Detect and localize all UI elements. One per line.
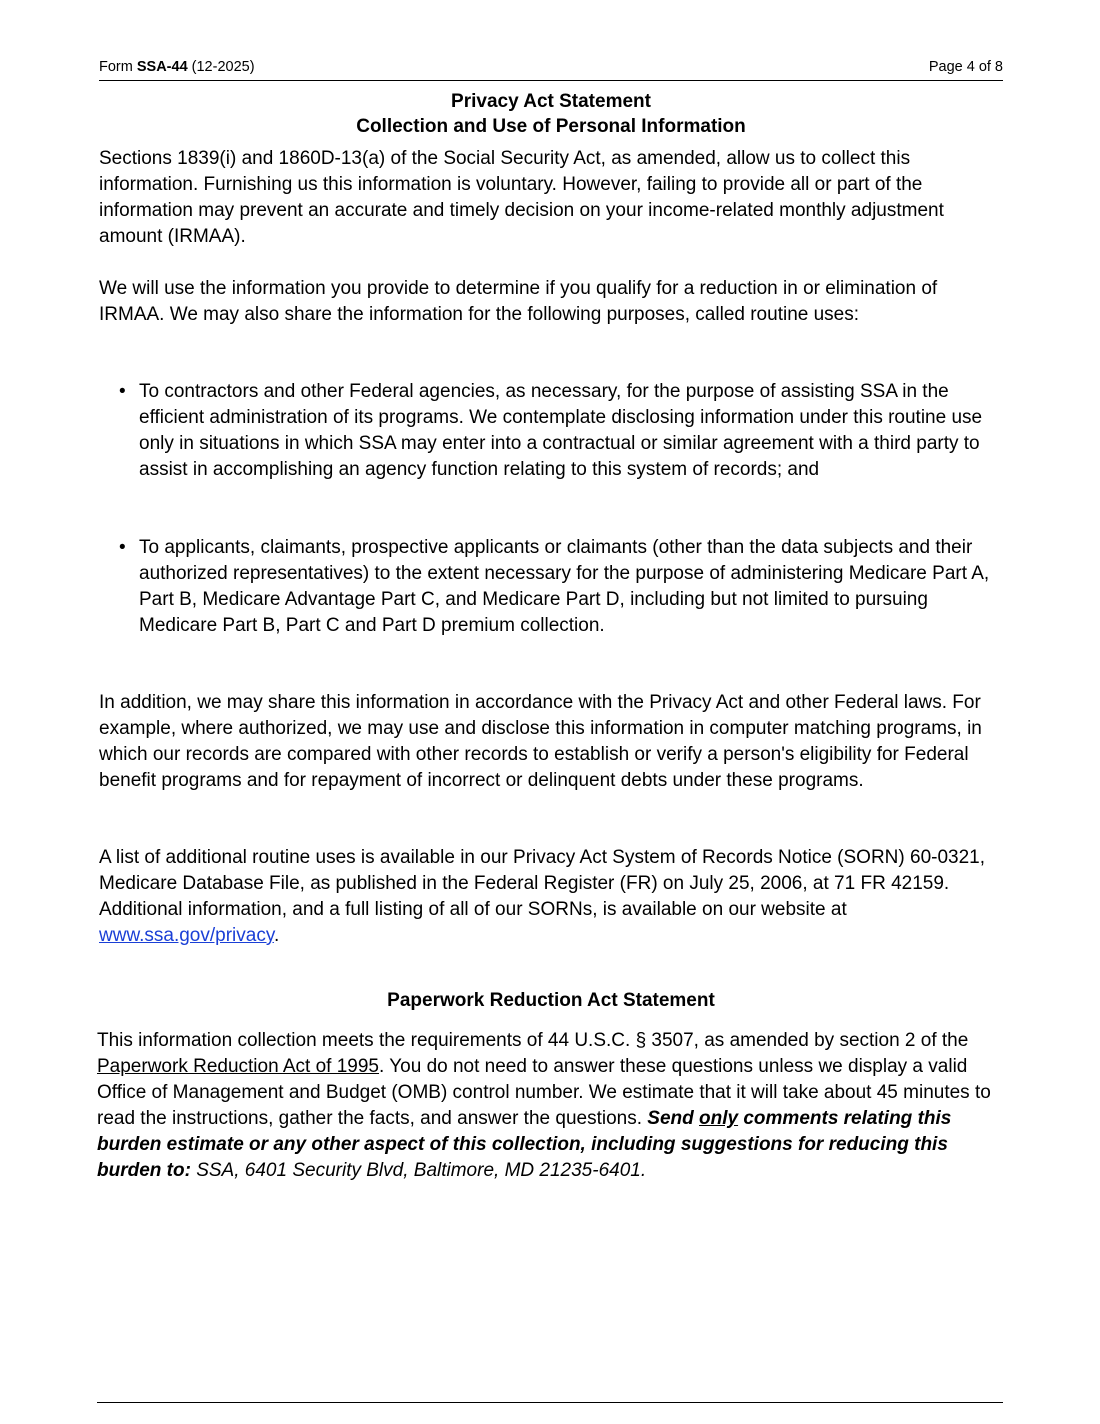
footer-divider (97, 1402, 1003, 1403)
paperwork-text-2: . You do not need to answer these questions unless we display a valid Office of Management and Budget (OMB) control number. We estimate that it will take about 45 minutes to read the instructions, gather the facts, and answer the questions. (97, 1056, 991, 1129)
mailing-address: SSA, 6401 Security Blvd, Baltimore, MD 21235-6401. (190, 1160, 647, 1181)
privacy-title: Privacy Act Statement (451, 91, 651, 112)
form-id: SSA-44 (136, 59, 188, 75)
bullet-marker: • (119, 537, 126, 558)
bullet-text: To applicants, claimants, prospective applicants or claimants (other than the data subjects and their authorized representatives) to the extent necessary for the purpose of administering Medicare Part A, Part B, Medicare Advantage Part C, and Medicare Part D, including but not limited to pursuing Medicare Part B, Part C and Part D premium collection. (139, 537, 990, 636)
page-header (99, 58, 1003, 81)
privacy-paragraph-4 (99, 845, 1003, 949)
sorn-text-end: . (273, 925, 280, 946)
privacy-subtitle: Collection and Use of Personal Information (356, 116, 746, 137)
bullet-text: To contractors and other Federal agencies, as necessary, for the purpose of assisting SSA in the efficient administration of its programs. We contemplate disclosing information under this routine use only in situations in which SSA may enter into a contractual or similar agreement with a third party to assist in accomplishing an agency function relating to this system of records; and (139, 381, 983, 480)
privacy-paragraph-2: We will use the information you provide to determine if you qualify for a reduction in or elimination of IRMAA. We may also share the information for the following purposes, called routine uses: (99, 278, 938, 325)
paperwork-text: This information collection meets the requirements of 44 U.S.C. § 3507, as amended by section 2 of the (97, 1030, 969, 1051)
form-date: (12-2025) (187, 59, 255, 75)
paperwork-paragraph (97, 1028, 1003, 1184)
paperwork-act-reference: Paperwork Reduction Act of 1995 (97, 1056, 380, 1077)
privacy-paragraph-1: Sections 1839(i) and 1860D-13(a) of the Social Security Act, as amended, allow us to collect this information. Furnishing us this information is voluntary. However, failing to provide all or part of the information may prevent an accurate and timely decision on your income-related monthly adjustment amount (IRMAA). (99, 148, 944, 247)
page-number: Page 4 of 8 (928, 59, 1003, 75)
paperwork-title: Paperwork Reduction Act Statement (387, 990, 715, 1011)
privacy-website-link[interactable]: www.ssa.gov/privacy (99, 925, 274, 946)
burden-text-b: comments relating this burden estimate or any other aspect of this collection, including suggestions for reducing this burden to: (97, 1108, 952, 1181)
form-identifier (99, 59, 255, 75)
sorn-text: A list of additional routine uses is available in our Privacy Act System of Records Notice (SORN) 60-0321, Medicare Database File, as published in the Federal Register (FR) on July 25, 2006, at 71 FR 42159. Additional information, and a full listing of all of our SORNs, is available on our website at (99, 847, 986, 920)
privacy-paragraph-3: In addition, we may share this information in accordance with the Privacy Act and other Federal laws. For example, where authorized, we may use and disclose this information in computer matching programs, in which our records are compared with other records to establish or verify a person's eligibility for Federal benefit programs and for repayment of incorrect or delinquent debts under these programs. (99, 692, 982, 791)
burden-text-a: Send (647, 1108, 700, 1129)
emphasis-only: only (699, 1108, 739, 1129)
bullet-marker: • (119, 381, 126, 402)
form-prefix: Form (99, 59, 137, 75)
